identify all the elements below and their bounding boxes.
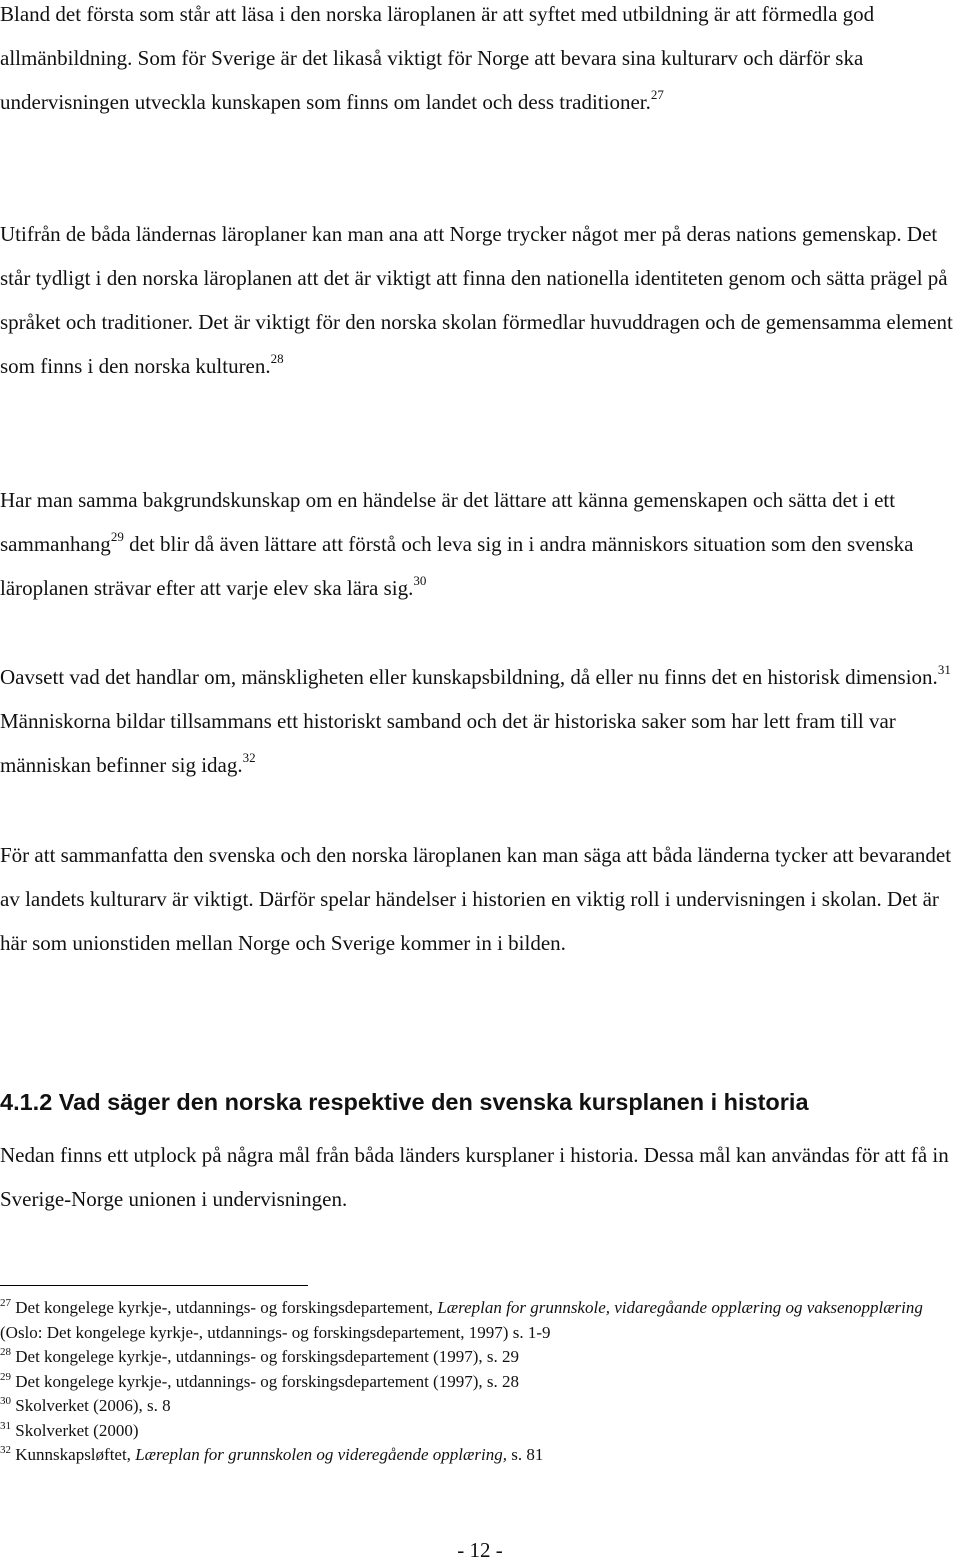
- footnote-ref[interactable]: 31: [937, 662, 951, 677]
- section-intro: [0, 1133, 958, 1221]
- footnote-text: Det kongelege kyrkje-, utdannings- og forskingsdepartement (1997), s. 28: [15, 1371, 519, 1391]
- footnote-text: Skolverket (2000): [15, 1420, 139, 1440]
- footnote-text: Kunnskapsløftet,: [15, 1445, 131, 1464]
- footnote-number: 30: [0, 1395, 11, 1407]
- footnote-ref[interactable]: 28: [270, 351, 284, 366]
- paragraph-4: [0, 655, 958, 787]
- footnote-number: 27: [0, 1297, 11, 1309]
- paragraph-text: Oavsett vad det handlar om, mänskligheten eller kunskapsbildning, då eller nu finns det en historisk dimension.: [0, 665, 938, 689]
- paragraph-2: [0, 212, 958, 388]
- footnote-number: 32: [0, 1444, 11, 1456]
- footnote-ref[interactable]: 27: [650, 87, 664, 102]
- footnote-29: [0, 1370, 958, 1395]
- paragraph-text: Bland det första som står att läsa i den norska läroplanen är att syftet med utbildning är att förmedla god allmänbildning. Som för Sverige är det likaså viktigt för Norge att bevara sina kulturarv och därför ska undervisningen utveckla kunskapen som finns om landet och dess traditioner.: [0, 2, 875, 114]
- paragraph-1: [0, 0, 958, 124]
- footnote-number: 31: [0, 1419, 11, 1432]
- paragraph-3: [0, 478, 958, 610]
- paragraph-text: För att sammanfatta den svenska och den norska läroplanen kan man säga att båda länderna tycker att bevarandet av landets kulturarv är viktigt. Därför spelar händelser i historien en viktig roll i undervisningen i skolan. Det är här som unionstiden mellan Norge och Sverige kommer in i bilden.: [0, 843, 952, 955]
- paragraph-text: Nedan finns ett utplock på några mål från båda länders kursplaner i historia. Dessa mål kan användas för att få in Sverige-Norge unionen i undervisningen.: [0, 1143, 949, 1211]
- footnote-separator: [0, 1285, 308, 1286]
- footnote-ref[interactable]: 30: [413, 573, 427, 588]
- section-heading: 4.1.2 Vad säger den norska respektive den svenska kursplanen i historia: [0, 1089, 809, 1115]
- footnote-text: (Oslo: Det kongelege kyrkje-, utdannings- og forskingsdepartement, 1997) s. 1-9: [0, 1322, 551, 1342]
- footnote-ref[interactable]: 29: [110, 529, 124, 544]
- footnote-31: [0, 1419, 958, 1444]
- paragraph-text: Har man samma bakgrundskunskap om en händelse är det lättare att känna gemenskapen och sätta det i ett sammanhang: [0, 488, 896, 556]
- footnote-text: Skolverket (2006), s. 8: [15, 1396, 171, 1415]
- page-number: - 12 -: [457, 1538, 503, 1562]
- footnote-number: 29: [0, 1370, 11, 1383]
- footnote-32: [0, 1443, 958, 1468]
- footnote-ref[interactable]: 32: [242, 750, 256, 765]
- footnote-title: Læreplan for grunnskolen og videregående opplæring,: [135, 1445, 507, 1464]
- footnote-title: Læreplan for grunnskole, vidaregåande opplæring og vaksenopplæring: [437, 1298, 923, 1317]
- paragraph-text: Utifrån de båda ländernas läroplaner kan man ana att Norge trycker något mer på deras nations gemenskap. Det står tydligt i den norska läroplanen att det är viktigt att finna den nationella identiteten genom och sätta prägel på språket och traditioner. Det är viktigt för den norska skolan förmedlar huvuddragen och de gemensamma element som finns i den norska kulturen.: [0, 222, 953, 378]
- paragraph-5: [0, 833, 958, 965]
- footnotes: [0, 1296, 958, 1468]
- footnote-number: 28: [0, 1346, 11, 1358]
- paragraph-text: Människorna bildar tillsammans ett historiskt samband och det är historiska saker som har lett fram till var människan befinner sig idag.: [0, 709, 896, 777]
- footnote-text: s. 81: [511, 1445, 544, 1464]
- footnote-28: [0, 1345, 958, 1370]
- paragraph-text: det blir då även lättare att förstå och leva sig in i andra människors situation som den svenska läroplanen strävar efter att varje elev ska lära sig.: [0, 532, 914, 600]
- footnote-30: [0, 1394, 958, 1419]
- footnote-text: Det kongelege kyrkje-, utdannings- og forskingsdepartement,: [15, 1298, 434, 1317]
- footnote-27: [0, 1296, 958, 1345]
- footnote-text: Det kongelege kyrkje-, utdannings- og forskingsdepartement (1997), s. 29: [15, 1347, 519, 1366]
